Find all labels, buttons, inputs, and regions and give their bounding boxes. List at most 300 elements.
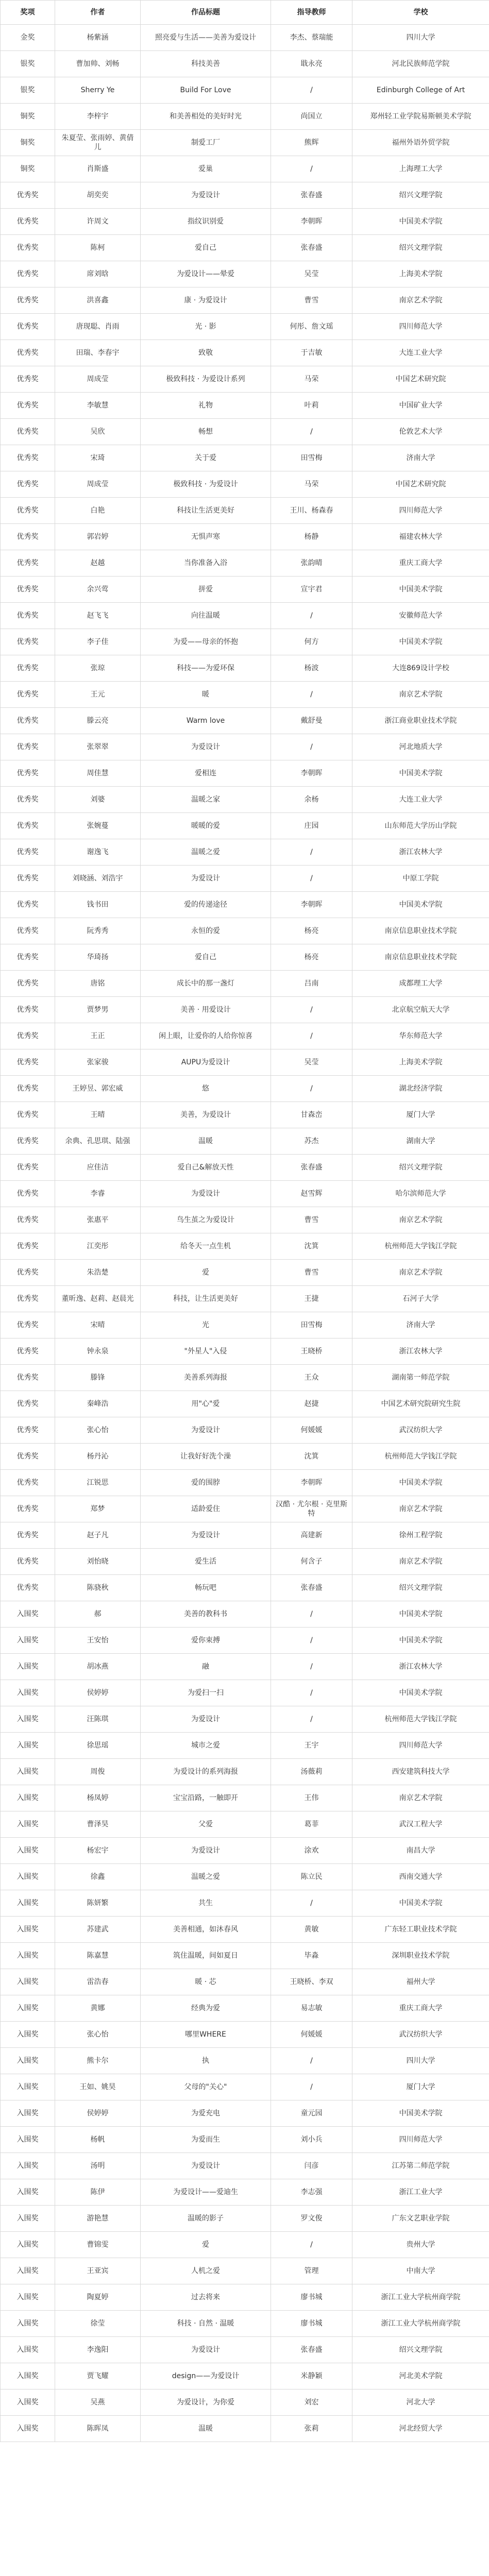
work-title-cell: 城市之爱 xyxy=(141,1733,271,1759)
table-row xyxy=(1,1680,489,1706)
teacher-cell: 张春盛 xyxy=(271,235,352,261)
author-cell: 朱夏莹、张雨婷、黄倩儿 xyxy=(55,130,141,156)
work-title-cell: 畅玩吧 xyxy=(141,1575,271,1601)
award-cell: 优秀奖 xyxy=(1,1207,55,1233)
school-cell: 中原工学院 xyxy=(352,866,489,892)
award-cell: 优秀奖 xyxy=(1,1233,55,1260)
school-cell: 河北地质大学 xyxy=(352,734,489,760)
school-cell: 南京信息职业技术学院 xyxy=(352,944,489,971)
award-cell: 入围奖 xyxy=(1,1680,55,1706)
author-cell: 张惠平 xyxy=(55,1207,141,1233)
author-cell: 张心怡 xyxy=(55,2022,141,2048)
school-cell: 重庆工商大学 xyxy=(352,1995,489,2022)
table-row xyxy=(1,1733,489,1759)
work-title-cell: 为爱设计的系列海报 xyxy=(141,1759,271,1785)
award-cell: 优秀奖 xyxy=(1,629,55,655)
work-title-cell: 父母的"关心" xyxy=(141,2074,271,2100)
work-title-cell: 温暖之家 xyxy=(141,787,271,813)
award-cell: 入围奖 xyxy=(1,2363,55,2389)
work-title-cell: 温暖 xyxy=(141,2416,271,2442)
author-cell: 侯婷婷 xyxy=(55,1680,141,1706)
work-title-cell: 为爱设计 xyxy=(141,1181,271,1207)
teacher-cell: 廖书城 xyxy=(271,2284,352,2311)
school-cell: 中国美术学院 xyxy=(352,629,489,655)
award-cell: 优秀奖 xyxy=(1,1181,55,1207)
author-cell: 吴燕 xyxy=(55,2389,141,2416)
school-cell: 济南大学 xyxy=(352,445,489,471)
teacher-cell: 熊辉 xyxy=(271,130,352,156)
table-row xyxy=(1,1076,489,1102)
table-row xyxy=(1,2022,489,2048)
work-title-cell: 照亮爱与生活——美善为爱设计 xyxy=(141,25,271,51)
school-cell: 中国美术学院 xyxy=(352,1601,489,1628)
award-cell: 优秀奖 xyxy=(1,287,55,314)
teacher-cell: / xyxy=(271,77,352,104)
work-title-cell: 筑住温暖，间如夏日 xyxy=(141,1943,271,1969)
table-row xyxy=(1,1811,489,1838)
table-row xyxy=(1,2153,489,2179)
teacher-cell: / xyxy=(271,2048,352,2074)
school-cell: 厦门大学 xyxy=(352,2074,489,2100)
school-cell: 中国美术学院 xyxy=(352,577,489,603)
work-title-cell: 温暖的影子 xyxy=(141,2206,271,2232)
teacher-cell: 沈箕 xyxy=(271,1233,352,1260)
work-title-cell: 爱自己&解放天性 xyxy=(141,1155,271,1181)
work-title-cell: 光 · 影 xyxy=(141,314,271,340)
work-title-cell: 美善的教科书 xyxy=(141,1601,271,1628)
award-cell: 优秀奖 xyxy=(1,1128,55,1155)
author-cell: 秦峰浩 xyxy=(55,1391,141,1417)
header-work-title: 作品标题 xyxy=(141,1,271,25)
school-cell: 南京艺术学院 xyxy=(352,1260,489,1286)
author-cell: 曹锦雯 xyxy=(55,2232,141,2258)
table-row xyxy=(1,2363,489,2389)
award-cell: 优秀奖 xyxy=(1,235,55,261)
school-cell: 南京艺术学院 xyxy=(352,1207,489,1233)
teacher-cell: 李朝晖 xyxy=(271,1470,352,1496)
school-cell: 大连869设计学校 xyxy=(352,655,489,682)
work-title-cell: 过去将来 xyxy=(141,2284,271,2311)
teacher-cell: 王伟 xyxy=(271,1785,352,1811)
award-cell: 优秀奖 xyxy=(1,261,55,287)
award-cell: 优秀奖 xyxy=(1,813,55,839)
school-cell: 中国艺术研究院 xyxy=(352,366,489,393)
table-row xyxy=(1,1628,489,1654)
school-cell: 西南交通大学 xyxy=(352,1864,489,1890)
school-cell: 河北大学 xyxy=(352,2389,489,2416)
table-row xyxy=(1,1969,489,1995)
school-cell: 郑州轻工业学院易斯顿美术学院 xyxy=(352,104,489,130)
award-cell: 优秀奖 xyxy=(1,892,55,918)
table-row xyxy=(1,2337,489,2363)
author-cell: 谢逸飞 xyxy=(55,839,141,866)
table-row xyxy=(1,1233,489,1260)
work-title-cell: Warm love xyxy=(141,708,271,734)
work-title-cell: 为爱设计 xyxy=(141,2153,271,2179)
author-cell: 李子佳 xyxy=(55,629,141,655)
table-row xyxy=(1,2206,489,2232)
author-cell: 周佳慧 xyxy=(55,760,141,787)
work-title-cell: 为爱设计 xyxy=(141,866,271,892)
author-cell: 游艳慧 xyxy=(55,2206,141,2232)
work-title-cell: 成长中的那一盏灯 xyxy=(141,971,271,997)
work-title-cell: 科技 · 自然 · 温暖 xyxy=(141,2311,271,2337)
teacher-cell: / xyxy=(271,1890,352,1917)
school-cell: 南京艺术学院 xyxy=(352,1549,489,1575)
work-title-cell: 和美善相处的美好时光 xyxy=(141,104,271,130)
table-row xyxy=(1,524,489,550)
author-cell: 周俊 xyxy=(55,1759,141,1785)
author-cell: 王晴 xyxy=(55,1102,141,1128)
school-cell: 四川师范大学 xyxy=(352,498,489,524)
teacher-cell: 廖书城 xyxy=(271,2311,352,2337)
award-cell: 优秀奖 xyxy=(1,445,55,471)
teacher-cell: 庄园 xyxy=(271,813,352,839)
author-cell: 熊卡尔 xyxy=(55,2048,141,2074)
award-cell: 入围奖 xyxy=(1,2100,55,2127)
table-row xyxy=(1,1601,489,1628)
teacher-cell: 宣宇君 xyxy=(271,577,352,603)
table-row xyxy=(1,1575,489,1601)
school-cell: 绍兴文理学院 xyxy=(352,1575,489,1601)
award-cell: 入围奖 xyxy=(1,2337,55,2363)
award-cell: 入围奖 xyxy=(1,2389,55,2416)
author-cell: 洪喜鑫 xyxy=(55,287,141,314)
author-cell: 宋晴 xyxy=(55,1312,141,1338)
award-cell: 优秀奖 xyxy=(1,314,55,340)
award-cell: 优秀奖 xyxy=(1,1470,55,1496)
table-row xyxy=(1,760,489,787)
table-row xyxy=(1,682,489,708)
teacher-cell: 杨亮 xyxy=(271,918,352,944)
work-title-cell: 暖 xyxy=(141,682,271,708)
work-title-cell: 美善相通，如沐春风 xyxy=(141,1917,271,1943)
award-cell: 优秀奖 xyxy=(1,1049,55,1076)
school-cell: 徐州工程学院 xyxy=(352,1522,489,1549)
award-cell: 优秀奖 xyxy=(1,1155,55,1181)
table-row xyxy=(1,1706,489,1733)
work-title-cell: 极致科技 · 为爱设计 xyxy=(141,471,271,498)
work-title-cell: 闲上眼，让爱你的人给你惊喜 xyxy=(141,1023,271,1049)
school-cell: 湖南大学 xyxy=(352,1128,489,1155)
teacher-cell: 田雪梅 xyxy=(271,1312,352,1338)
teacher-cell: 易志敏 xyxy=(271,1995,352,2022)
author-cell: 刘晓涵、刘浩宇 xyxy=(55,866,141,892)
table-row xyxy=(1,25,489,51)
author-cell: 赵越 xyxy=(55,550,141,577)
school-cell: 中国美术学院 xyxy=(352,1628,489,1654)
teacher-cell: 吴莹 xyxy=(271,261,352,287)
award-cell: 优秀奖 xyxy=(1,1286,55,1312)
award-cell: 入围奖 xyxy=(1,1628,55,1654)
table-row xyxy=(1,2311,489,2337)
work-title-cell: 爱 xyxy=(141,2232,271,2258)
award-cell: 优秀奖 xyxy=(1,734,55,760)
author-cell: 华琦扬 xyxy=(55,944,141,971)
work-title-cell: 极致科技 · 为爱设计系列 xyxy=(141,366,271,393)
author-cell: 郑梦 xyxy=(55,1496,141,1522)
award-cell: 优秀奖 xyxy=(1,1338,55,1365)
author-cell: 江奕彤 xyxy=(55,1233,141,1260)
teacher-cell: 赵雪辉 xyxy=(271,1181,352,1207)
author-cell: 钱书田 xyxy=(55,892,141,918)
header-school: 学校 xyxy=(352,1,489,25)
teacher-cell: 张春盛 xyxy=(271,1575,352,1601)
work-title-cell: 当你准备入浴 xyxy=(141,550,271,577)
school-cell: 中国艺术研究院 xyxy=(352,471,489,498)
school-cell: 南京信息职业技术学院 xyxy=(352,918,489,944)
school-cell: 四川师范大学 xyxy=(352,2127,489,2153)
header-row xyxy=(1,1,489,25)
award-cell: 优秀奖 xyxy=(1,550,55,577)
table-row xyxy=(1,2389,489,2416)
teacher-cell: / xyxy=(271,603,352,629)
author-cell: 徐思瑶 xyxy=(55,1733,141,1759)
teacher-cell: / xyxy=(271,1706,352,1733)
author-cell: 陈柯 xyxy=(55,235,141,261)
award-cell: 入围奖 xyxy=(1,2311,55,2337)
school-cell: 大连工业大学 xyxy=(352,340,489,366)
table-row xyxy=(1,971,489,997)
school-cell: 广东文艺职业学院 xyxy=(352,2206,489,2232)
school-cell: 上海美术学院 xyxy=(352,1049,489,1076)
author-cell: 胡奕奕 xyxy=(55,182,141,209)
table-row xyxy=(1,1128,489,1155)
author-cell: 赵子凡 xyxy=(55,1522,141,1549)
work-title-cell: 永恒的爱 xyxy=(141,918,271,944)
work-title-cell: 父爱 xyxy=(141,1811,271,1838)
table-row xyxy=(1,261,489,287)
author-cell: 郝 xyxy=(55,1601,141,1628)
teacher-cell: 王川、杨森春 xyxy=(271,498,352,524)
teacher-cell: 沈箕 xyxy=(271,1444,352,1470)
school-cell: 福建农林大学 xyxy=(352,524,489,550)
work-title-cell: AUPU为爱设计 xyxy=(141,1049,271,1076)
work-title-cell: 适龄爱住 xyxy=(141,1496,271,1522)
author-cell: 应佳洁 xyxy=(55,1155,141,1181)
school-cell: 武汉工程大学 xyxy=(352,1811,489,1838)
teacher-cell: 汉酷 · 尤尔根 · 克里斯特 xyxy=(271,1496,352,1522)
school-cell: 武汉纺织大学 xyxy=(352,2022,489,2048)
award-cell: 优秀奖 xyxy=(1,366,55,393)
table-row xyxy=(1,156,489,182)
author-cell: 肖斯盛 xyxy=(55,156,141,182)
table-row xyxy=(1,1838,489,1864)
school-cell: 中国美术学院 xyxy=(352,1470,489,1496)
school-cell: 石河子大学 xyxy=(352,1286,489,1312)
author-cell: 钟永泉 xyxy=(55,1338,141,1365)
award-cell: 入围奖 xyxy=(1,1864,55,1890)
teacher-cell: / xyxy=(271,1680,352,1706)
teacher-cell: 马荣 xyxy=(271,471,352,498)
school-cell: Edinburgh College of Art xyxy=(352,77,489,104)
author-cell: 胡冰燕 xyxy=(55,1654,141,1680)
work-title-cell: 关于爱 xyxy=(141,445,271,471)
school-cell: 南京艺术学院 xyxy=(352,1785,489,1811)
table-row xyxy=(1,1785,489,1811)
award-cell: 优秀奖 xyxy=(1,1575,55,1601)
author-cell: 赵飞飞 xyxy=(55,603,141,629)
award-cell: 优秀奖 xyxy=(1,682,55,708)
author-cell: 滕锋 xyxy=(55,1365,141,1391)
school-cell: 西安建筑科技大学 xyxy=(352,1759,489,1785)
award-cell: 优秀奖 xyxy=(1,182,55,209)
school-cell: 中国美术学院 xyxy=(352,1890,489,1917)
award-cell: 入围奖 xyxy=(1,2232,55,2258)
school-cell: 贵州大学 xyxy=(352,2232,489,2258)
work-title-cell: 为爱设计 xyxy=(141,182,271,209)
teacher-cell: / xyxy=(271,866,352,892)
award-cell: 入围奖 xyxy=(1,1890,55,1917)
author-cell: 宋琦 xyxy=(55,445,141,471)
author-cell: 陈晖凤 xyxy=(55,2416,141,2442)
school-cell: 绍兴文理学院 xyxy=(352,1155,489,1181)
school-cell: 中国艺术研究院研究生院 xyxy=(352,1391,489,1417)
school-cell: 江苏第二师范学院 xyxy=(352,2153,489,2179)
teacher-cell: 何媛媛 xyxy=(271,1417,352,1444)
author-cell: 侯婷婷 xyxy=(55,2100,141,2127)
author-cell: 陈妍繁 xyxy=(55,1890,141,1917)
work-title-cell: 为爱而生 xyxy=(141,2127,271,2153)
award-cell: 优秀奖 xyxy=(1,708,55,734)
award-cell: 优秀奖 xyxy=(1,1444,55,1470)
table-body xyxy=(1,25,489,2442)
table-row xyxy=(1,1260,489,1286)
author-cell: 陶夏婷 xyxy=(55,2284,141,2311)
table-row xyxy=(1,1417,489,1444)
header-teacher: 指导教师 xyxy=(271,1,352,25)
author-cell: 王如、姚昊 xyxy=(55,2074,141,2100)
award-cell: 优秀奖 xyxy=(1,971,55,997)
author-cell: 张心怡 xyxy=(55,1417,141,1444)
teacher-cell: / xyxy=(271,682,352,708)
award-cell: 优秀奖 xyxy=(1,839,55,866)
work-title-cell: 无惧声寒 xyxy=(141,524,271,550)
table-row xyxy=(1,918,489,944)
table-row xyxy=(1,340,489,366)
table-row xyxy=(1,471,489,498)
table-row xyxy=(1,1286,489,1312)
school-cell: 四川师范大学 xyxy=(352,1733,489,1759)
table-row xyxy=(1,498,489,524)
award-cell: 优秀奖 xyxy=(1,393,55,419)
author-cell: 王婷昱、郭宏威 xyxy=(55,1076,141,1102)
school-cell: 浙江农林大学 xyxy=(352,1654,489,1680)
work-title-cell: "外星人"入侵 xyxy=(141,1338,271,1365)
school-cell: 河北民族师范学院 xyxy=(352,51,489,77)
table-row xyxy=(1,1522,489,1549)
school-cell: 浙江商业职业技术学院 xyxy=(352,708,489,734)
table-row xyxy=(1,1365,489,1391)
author-cell: 杨帆 xyxy=(55,2127,141,2153)
work-title-cell: 温暖 xyxy=(141,1128,271,1155)
award-cell: 银奖 xyxy=(1,77,55,104)
author-cell: 唐现聪、肖雨 xyxy=(55,314,141,340)
table-row xyxy=(1,2232,489,2258)
school-cell: 湖北经济学院 xyxy=(352,1076,489,1102)
teacher-cell: 刘小兵 xyxy=(271,2127,352,2153)
work-title-cell: 为爱设计 xyxy=(141,1706,271,1733)
school-cell: 深圳职业技术学院 xyxy=(352,1943,489,1969)
teacher-cell: 王晓桥 xyxy=(271,1338,352,1365)
author-cell: 阮秀秀 xyxy=(55,918,141,944)
school-cell: 大连工业大学 xyxy=(352,787,489,813)
author-cell: 张婉蔓 xyxy=(55,813,141,839)
table-row xyxy=(1,866,489,892)
teacher-cell: 曹雪 xyxy=(271,1260,352,1286)
award-cell: 优秀奖 xyxy=(1,1076,55,1102)
school-cell: 杭州师范大学钱江学院 xyxy=(352,1444,489,1470)
school-cell: 南京艺术学院 xyxy=(352,682,489,708)
school-cell: 广东轻工职业技术学院 xyxy=(352,1917,489,1943)
award-cell: 优秀奖 xyxy=(1,1496,55,1522)
teacher-cell: 汤薇莉 xyxy=(271,1759,352,1785)
school-cell: 重庆工商大学 xyxy=(352,550,489,577)
work-title-cell: 鸟生茧之为爱设计 xyxy=(141,1207,271,1233)
work-title-cell: 爱相连 xyxy=(141,760,271,787)
author-cell: 唐铭 xyxy=(55,971,141,997)
teacher-cell: 李朝晖 xyxy=(271,760,352,787)
table-row xyxy=(1,2258,489,2284)
award-cell: 优秀奖 xyxy=(1,997,55,1023)
table-row xyxy=(1,1549,489,1575)
work-title-cell: 为爱设计 xyxy=(141,734,271,760)
teacher-cell: / xyxy=(271,839,352,866)
award-cell: 银奖 xyxy=(1,51,55,77)
author-cell: 白艳 xyxy=(55,498,141,524)
teacher-cell: 张韵晴 xyxy=(271,550,352,577)
teacher-cell: 何彤、詹文瑶 xyxy=(271,314,352,340)
school-cell: 中国美术学院 xyxy=(352,209,489,235)
award-cell: 入围奖 xyxy=(1,1601,55,1628)
school-cell: 华东师范大学 xyxy=(352,1023,489,1049)
award-cell: 入围奖 xyxy=(1,1995,55,2022)
award-cell: 入围奖 xyxy=(1,2048,55,2074)
work-title-cell: 爱自己 xyxy=(141,235,271,261)
award-cell: 入围奖 xyxy=(1,1706,55,1733)
teacher-cell: 余杨 xyxy=(271,787,352,813)
table-row xyxy=(1,839,489,866)
author-cell: 曹泽昊 xyxy=(55,1811,141,1838)
table-row xyxy=(1,550,489,577)
author-cell: 汪陈琪 xyxy=(55,1706,141,1733)
teacher-cell: 苏杰 xyxy=(271,1128,352,1155)
school-cell: 河北美术学院 xyxy=(352,2363,489,2389)
teacher-cell: 田雪梅 xyxy=(271,445,352,471)
work-title-cell: 为爱设计 xyxy=(141,1417,271,1444)
work-title-cell: 经典为爱 xyxy=(141,1995,271,2022)
table-row xyxy=(1,1890,489,1917)
work-title-cell: 暖 · 芯 xyxy=(141,1969,271,1995)
table-row xyxy=(1,1864,489,1890)
work-title-cell: 哪里WHERE xyxy=(141,2022,271,2048)
award-cell: 优秀奖 xyxy=(1,577,55,603)
award-cell: 入围奖 xyxy=(1,2416,55,2442)
school-cell: 福州外语外贸学院 xyxy=(352,130,489,156)
award-cell: 优秀奖 xyxy=(1,1391,55,1417)
teacher-cell: / xyxy=(271,2074,352,2100)
school-cell: 济南大学 xyxy=(352,1312,489,1338)
work-title-cell: 为爱设计，为你爱 xyxy=(141,2389,271,2416)
work-title-cell: 给冬天一点生机 xyxy=(141,1233,271,1260)
school-cell: 杭州师范大学钱江学院 xyxy=(352,1233,489,1260)
table-row xyxy=(1,1312,489,1338)
author-cell: 滕云亮 xyxy=(55,708,141,734)
work-title-cell: 科技——为爱环保 xyxy=(141,655,271,682)
teacher-cell: 杨静 xyxy=(271,524,352,550)
work-title-cell: 爱的传递途径 xyxy=(141,892,271,918)
award-cell: 金奖 xyxy=(1,25,55,51)
